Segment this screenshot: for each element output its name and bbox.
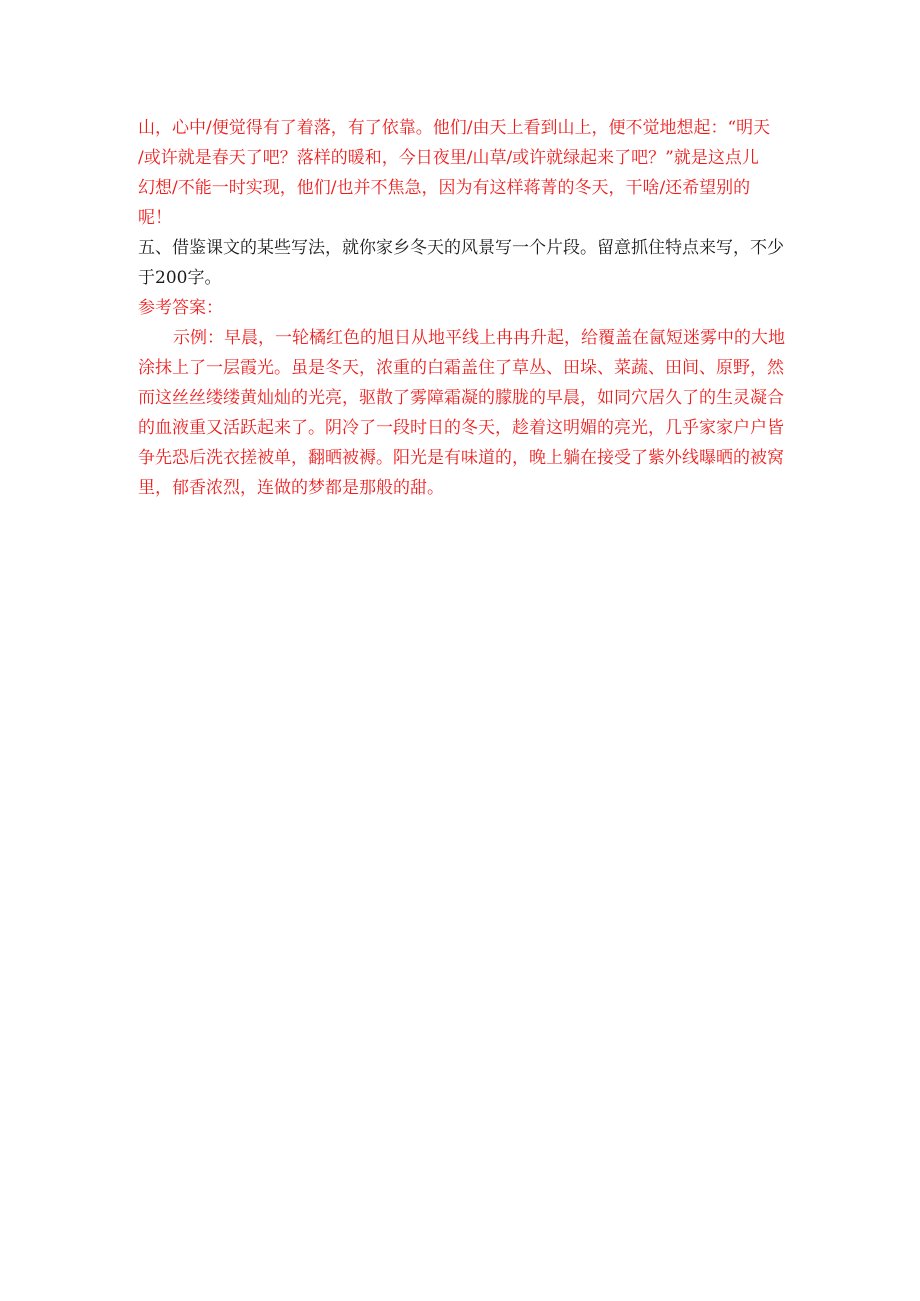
- passage-line: 山，心中/便觉得有了着落，有了依靠。他们/由天上看到山上，便不觉地想起：“明天: [138, 118, 771, 138]
- answer-line: 里，郁香浓烈，连做的梦都是那般的甜。: [138, 478, 444, 498]
- answer-line: 涂抹上了一层霞光。虽是冬天，浓重的白霜盖住了草丛、田垛、菜蔬、田间、原野，然: [138, 358, 784, 378]
- answer-example: [138, 323, 788, 503]
- answer-line: 示例：早晨，一轮橘红色的旭日从地平线上冉冉升起，给覆盖在氤短迷雾中的大地: [173, 328, 785, 348]
- answer-line: 的血液重又活跃起来了。阴冷了一段时日的冬天，趁着这明媚的亮光，几乎家家户户皆: [138, 418, 784, 438]
- passage-line: 呢！: [138, 208, 172, 228]
- question-line: 于200字。: [138, 268, 222, 288]
- answer-label: 参考答案：: [138, 298, 223, 318]
- passage-line: 幻想/不能一时实现，他们/也并不焦急，因为有这样蒋菁的冬天，干啥/还希望别的: [138, 178, 751, 198]
- passage-analysis: [138, 113, 788, 233]
- answer-line: 而这丝丝缕缕黄灿灿的光亮，驱散了雾障霜凝的朦胧的早晨，如同穴居久了的生灵凝合: [138, 388, 784, 408]
- document-content: [138, 113, 788, 503]
- question-line: 五、借鉴课文的某些写法，就你家乡冬天的风景写一个片段。留意抓住特点来写，不少: [138, 238, 784, 258]
- question-five: [138, 233, 788, 293]
- answer-line: 争先恐后洗衣搓被单，翻晒被褥。阳光是有味道的，晚上躺在接受了紫外线曝晒的被窝: [138, 448, 784, 468]
- passage-line: /或许就是春天了吧？落样的暖和，今日夜里/山草/或许就绿起来了吧？”就是这点儿: [138, 148, 759, 168]
